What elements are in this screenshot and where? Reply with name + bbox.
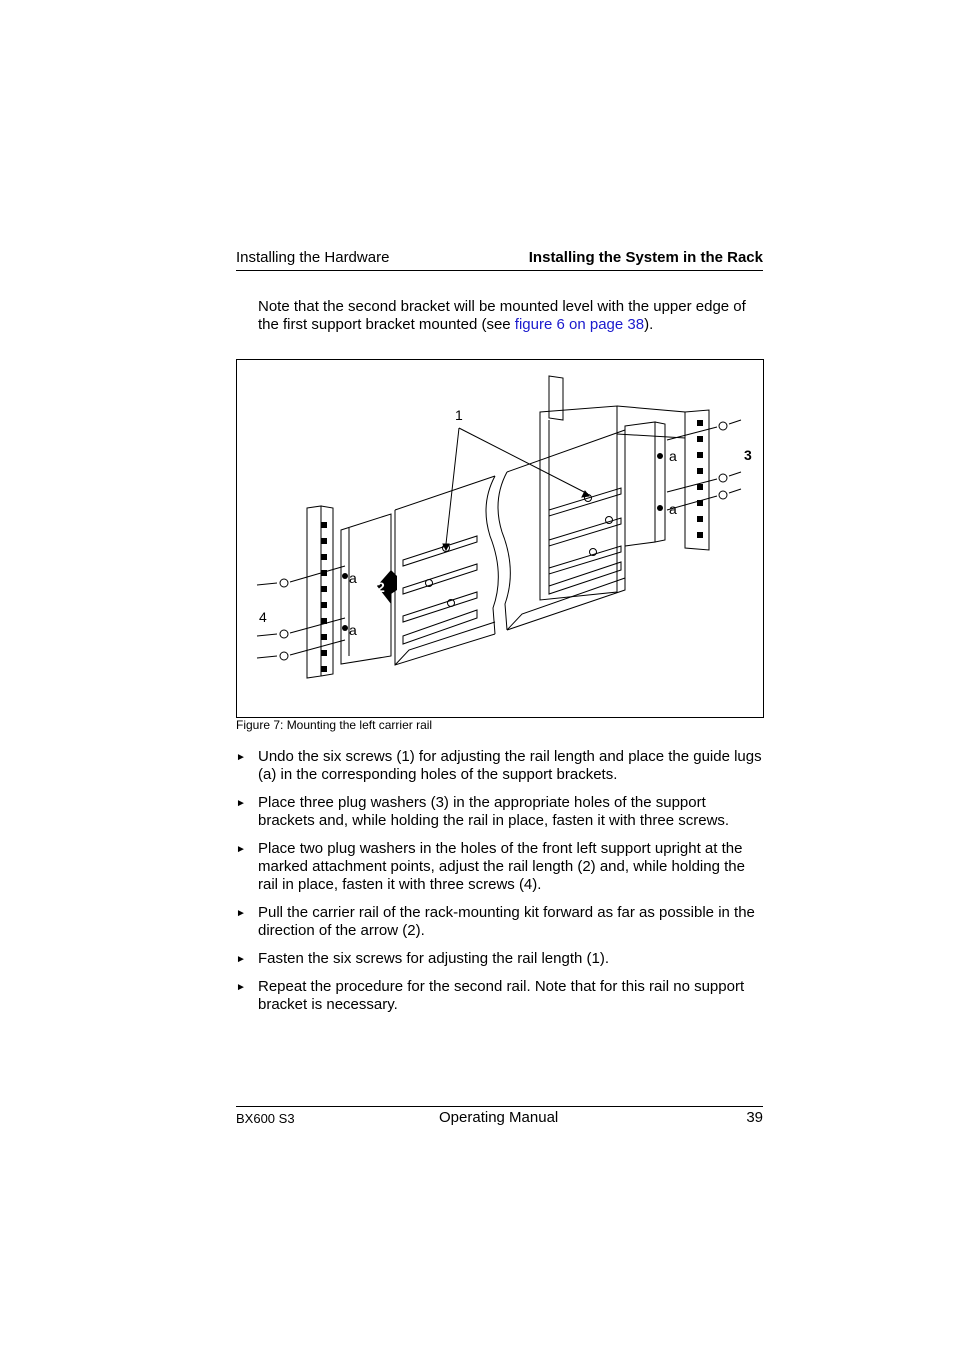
step-text: Repeat the procedure for the second rail. Note that for this rail no support bracket is necessary. xyxy=(258,978,745,1013)
callout-a-rear-upper: a xyxy=(669,448,677,464)
header-rule xyxy=(236,270,763,271)
figure-caption: Figure 7: Mounting the left carrier rail xyxy=(236,718,433,732)
intro-text-after: ). xyxy=(644,316,654,333)
footer-title: Operating Manual xyxy=(439,1109,559,1126)
bullet-arrow-icon: ► xyxy=(236,908,246,919)
list-item xyxy=(236,840,763,894)
footer-product: BX600 S3 xyxy=(236,1111,295,1126)
figure-7-frame xyxy=(236,359,764,718)
callout-a-rear-lower: a xyxy=(669,501,677,517)
callout-3: 3 xyxy=(744,447,752,463)
figure-6-link[interactable]: figure 6 on page 38 xyxy=(514,316,645,333)
footer-rule xyxy=(236,1106,763,1107)
step-text: Undo the six screws (1) for adjusting the rail length and place the guide lugs (a) in the corresponding holes of the support brackets. xyxy=(258,748,762,783)
bullet-arrow-icon: ► xyxy=(236,954,246,965)
list-item xyxy=(236,978,763,1014)
rail-mounting-illustration xyxy=(237,360,763,717)
step-text: Place three plug washers (3) in the appropriate holes of the support brackets and, while holding the rail in place, fasten it with three screws. xyxy=(258,794,730,829)
list-item xyxy=(236,904,763,940)
intro-paragraph xyxy=(258,298,763,334)
step-text: Fasten the six screws for adjusting the rail length (1). xyxy=(258,950,609,967)
list-item xyxy=(236,748,763,784)
intro-text-before: Note that the second bracket will be mounted level with the upper edge of the first support bracket mounted (see xyxy=(258,298,746,333)
callout-4: 4 xyxy=(259,609,267,625)
step-text: Pull the carrier rail of the rack-mounting kit forward as far as possible in the direction of the arrow (2). xyxy=(258,904,755,939)
running-header-chapter: Installing the Hardware xyxy=(236,249,390,266)
running-header-section: Installing the System in the Rack xyxy=(528,249,763,266)
list-item xyxy=(236,794,763,830)
step-text: Place two plug washers in the holes of the front left support upright at the marked attachment points, adjust the rail length (2) and, while holding the rail in place, fasten it with three screws (4). xyxy=(258,840,745,893)
callout-a-front-lower: a xyxy=(349,622,357,638)
bullet-arrow-icon: ► xyxy=(236,844,246,855)
callout-a-front-upper: a xyxy=(349,570,357,586)
callout-2: 2 xyxy=(377,579,385,595)
instruction-list xyxy=(236,748,763,1024)
bullet-arrow-icon: ► xyxy=(236,752,246,763)
page-number: 39 xyxy=(746,1109,763,1126)
bullet-arrow-icon: ► xyxy=(236,798,246,809)
bullet-arrow-icon: ► xyxy=(236,982,246,993)
list-item xyxy=(236,950,763,968)
callout-1: 1 xyxy=(455,407,463,423)
